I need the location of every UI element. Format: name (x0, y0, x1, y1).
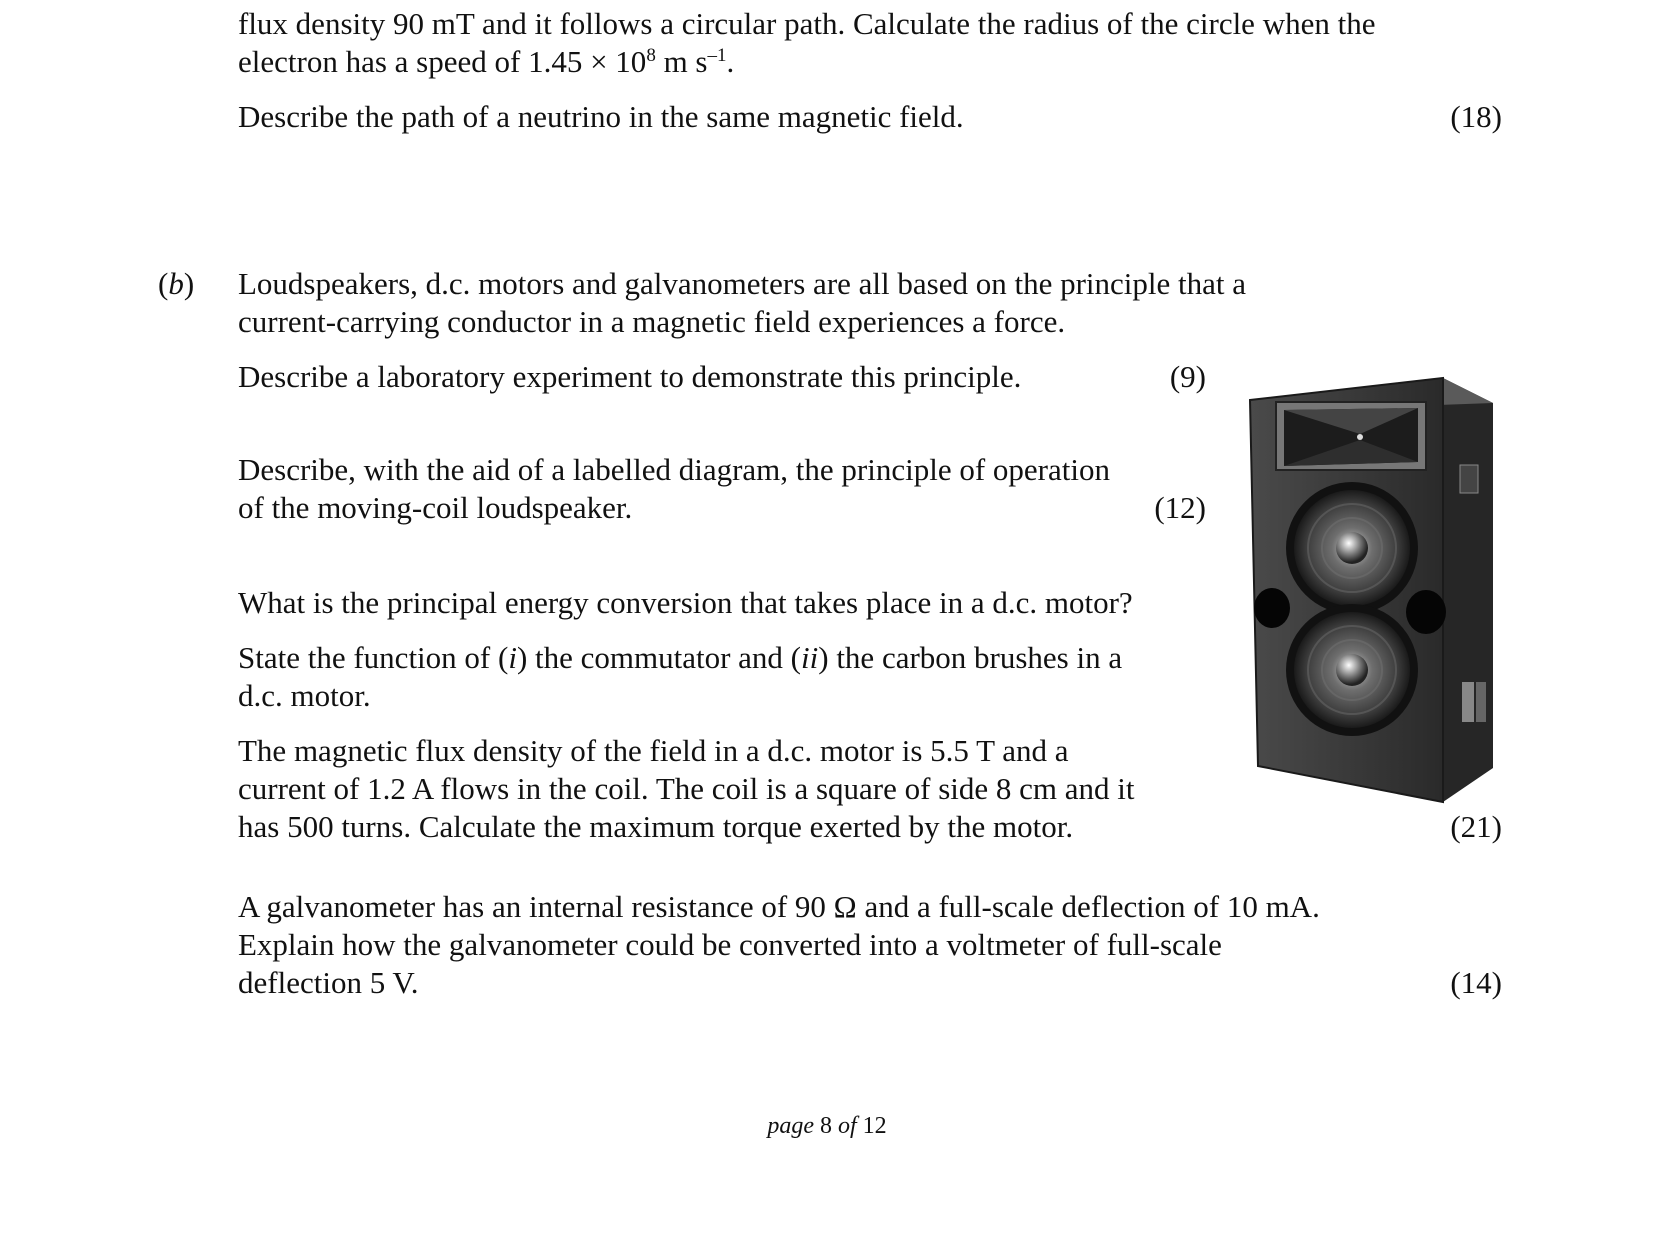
question-loudspeaker-line-2: of the moving-coil loudspeaker. (238, 490, 633, 525)
question-loudspeaker-marks: (12) (1154, 490, 1206, 525)
question-galvanometer-marks: (14) (1450, 965, 1502, 1000)
loudspeaker-cabinet-icon (1248, 370, 1500, 810)
question-commutator-line-2: d.c. motor. (238, 678, 371, 713)
question-galvanometer-line-1: A galvanometer has an internal resistance of 90 Ω and a full-scale deflection of 10 mA. (238, 889, 1320, 924)
question-lab-experiment: Describe a laboratory experiment to demonstrate this principle. (238, 359, 1022, 394)
part-b-intro-line-2: current-carrying conductor in a magnetic field experiences a force. (238, 304, 1066, 339)
part-a-neutrino-question: Describe the path of a neutrino in the same magnetic field. (238, 99, 964, 134)
question-energy-conversion: What is the principal energy conversion that takes place in a d.c. motor? (238, 585, 1133, 620)
question-loudspeaker-line-1: Describe, with the aid of a labelled diagram, the principle of operation (238, 452, 1110, 487)
question-galvanometer-line-3: deflection 5 V. (238, 965, 419, 1000)
page-footer: page 8 of 12 (767, 1113, 887, 1139)
question-commutator-line-1: State the function of (i) the commutator and (ii) the carbon brushes in a (238, 640, 1123, 675)
question-torque-line-3: has 500 turns. Calculate the maximum torque exerted by the motor. (238, 809, 1074, 844)
question-galvanometer-line-2: Explain how the galvanometer could be converted into a voltmeter of full-scale (238, 927, 1222, 962)
part-b-intro-line-1: Loudspeakers, d.c. motors and galvanometers are all based on the principle that a (238, 266, 1247, 301)
question-lab-experiment-marks: (9) (1169, 359, 1206, 394)
question-torque-line-2: current of 1.2 A flows in the coil. The coil is a square of side 8 cm and it (238, 771, 1135, 806)
part-a-marks: (18) (1450, 99, 1502, 134)
part-a-line-2: electron has a speed of $1.45 \times 10^8$ m $s^{-1}$. (238, 44, 735, 79)
part-b-label: (b) (158, 266, 195, 301)
question-torque-line-1: The magnetic flux density of the field in a d.c. motor is 5.5 T and a (238, 733, 1069, 768)
question-torque-marks: (21) (1450, 809, 1502, 844)
part-a-line-1: flux density 90 mT and it follows a circular path. Calculate the radius of the circle when the (238, 6, 1376, 41)
